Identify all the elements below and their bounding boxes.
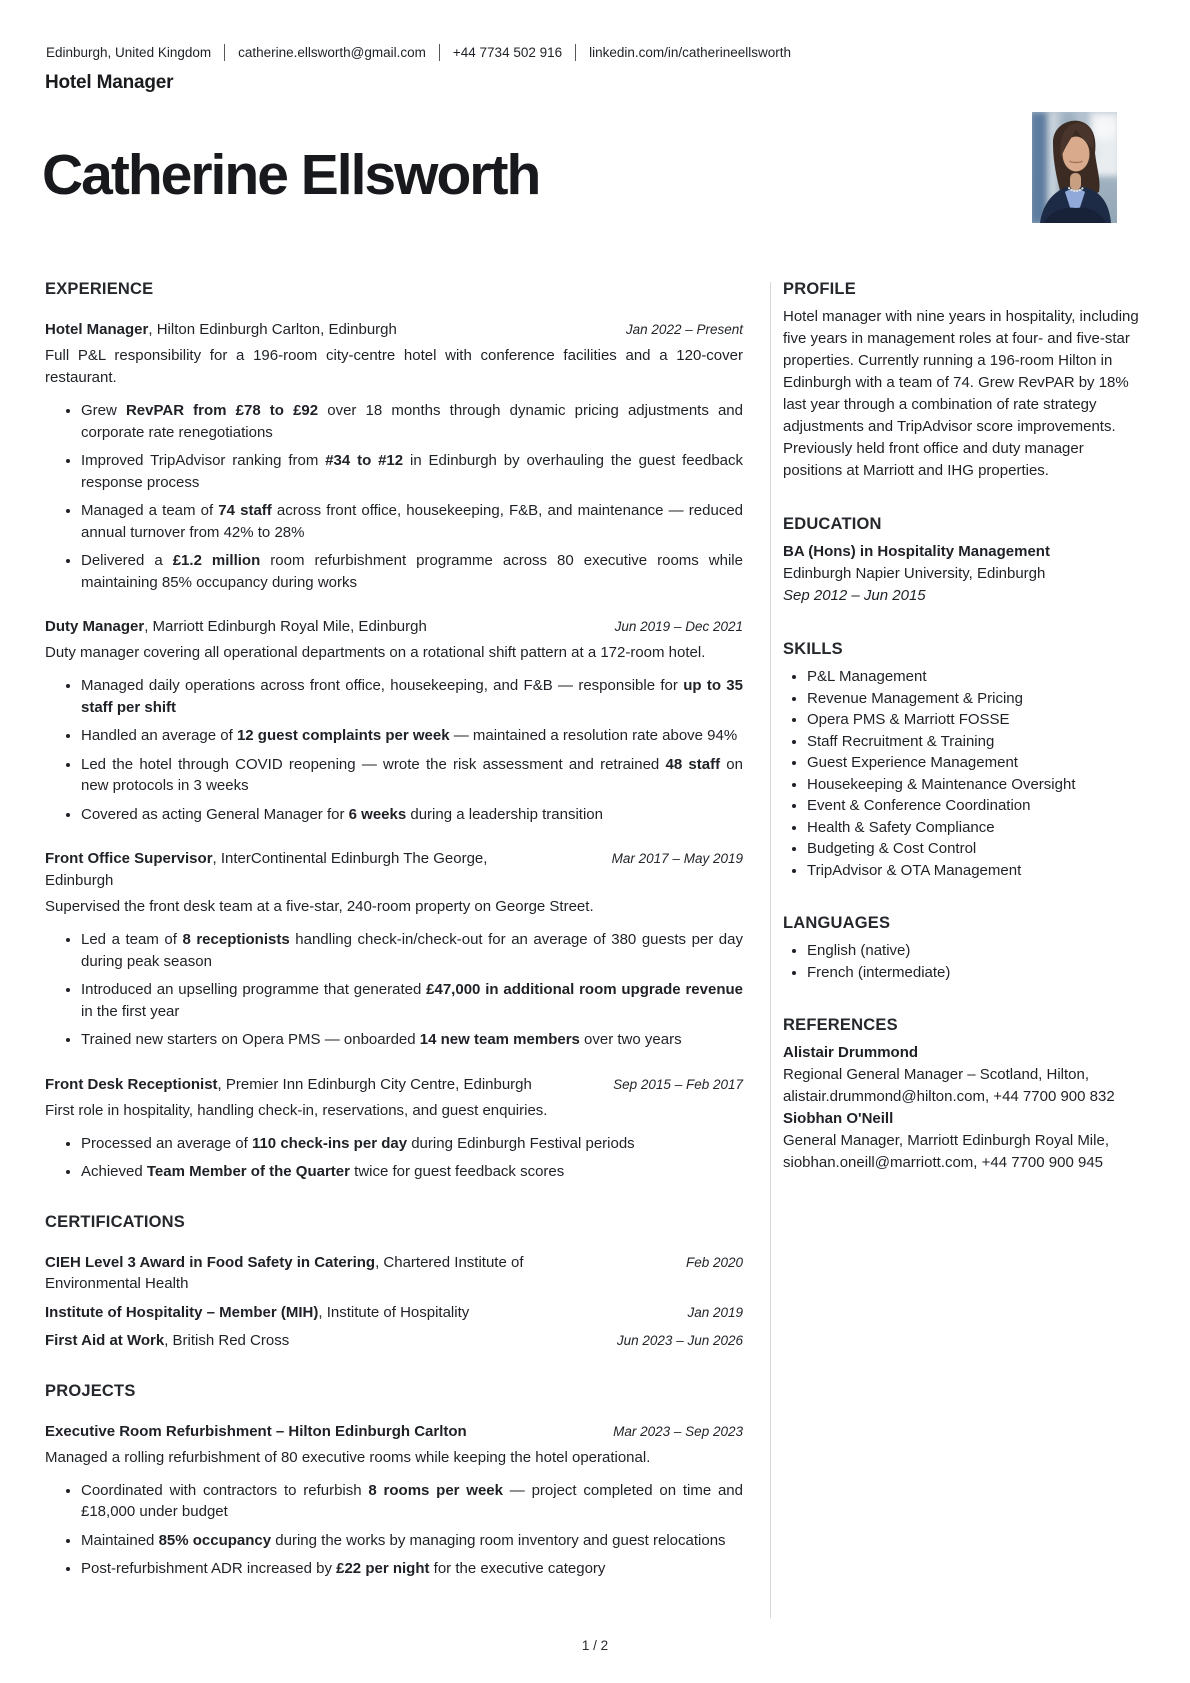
project-title-line: Executive Room Refurbishment – Hilton Edinburgh Carlton <box>45 1422 467 1440</box>
certification-title: CIEH Level 3 Award in Food Safety in Catering, Chartered Institute of Environmental Health <box>45 1253 524 1292</box>
certifications-heading: CERTIFICATIONS <box>45 1212 185 1231</box>
section-projects <box>45 1382 743 1580</box>
section-references <box>783 1016 1140 1174</box>
job-title-line: Duty Manager, Marriott Edinburgh Royal Mile, Edinburgh <box>45 618 427 635</box>
list-item: • Maintained 85% occupancy during the works by managing room inventory and guest relocations <box>81 1530 743 1552</box>
certification-dates: Jun 2023 – Jun 2026 <box>616 1333 743 1348</box>
section-languages <box>783 914 1140 983</box>
section-skills <box>783 640 1140 881</box>
job-header <box>45 848 743 892</box>
list-item: • Managed a team of 74 staff across front office, housekeeping, F&B, and maintenance — reduced annual turnover from 42% to 28% <box>81 500 743 543</box>
section-profile <box>783 280 1140 482</box>
experience-heading: EXPERIENCE <box>45 280 154 298</box>
reference-name: Siobhan O'Neill <box>783 1110 894 1127</box>
profile-heading: PROFILE <box>783 280 856 298</box>
education-heading: EDUCATION <box>783 515 882 533</box>
reference-details: General Manager, Marriott Edinburgh Royal Mile, siobhan.oneill@marriott.com, +44 7700 900 945 <box>783 1132 1109 1171</box>
projects-heading: PROJECTS <box>45 1381 136 1400</box>
job-summary: Full P&L responsibility for a 196-room city-centre hotel with conference facilities and a 120-cover restaurant. <box>45 347 743 386</box>
list-item: • Post-refurbishment ADR increased by £22 per night for the executive category <box>81 1558 743 1580</box>
list-item: • TripAdvisor & OTA Management <box>807 860 1140 882</box>
list-item: • Health & Safety Compliance <box>807 817 1140 839</box>
role-title: Hotel Manager <box>45 72 174 93</box>
list-item: • Improved TripAdvisor ranking from #34 to #12 in Edinburgh by overhauling the guest feedback response process <box>81 450 743 493</box>
list-item: • Trained new starters on Opera PMS — onboarded 14 new team members over two years <box>81 1029 743 1051</box>
profile-text: Hotel manager with nine years in hospitality, including five years in management roles at four- and five-star properties. Currently running a 196-room Hilton in Edinburgh with a team of 74. Grew RevPAR by 18% last year through a combination of rate strategy adjustments and TripAdvisor score improvements. Previously held front office and duty manager positions at Marriott and IHG properties. <box>783 308 1139 479</box>
list-item: • Guest Experience Management <box>807 752 1140 774</box>
project-bullet-list <box>45 1480 743 1580</box>
page-footer <box>0 1638 1190 1653</box>
list-item: • P&L Management <box>807 666 1140 688</box>
contact-email: catherine.ellsworth@gmail.com <box>238 45 426 60</box>
contact-separator <box>575 44 576 61</box>
project-summary: Managed a rolling refurbishment of 80 executive rooms while keeping the hotel operational. <box>45 1448 651 1466</box>
certification-title: Institute of Hospitality – Member (MIH), Institute of Hospitality <box>45 1303 470 1321</box>
list-item: • Covered as acting General Manager for 6 weeks during a leadership transition <box>81 804 743 826</box>
sidebar-column <box>783 280 1140 1207</box>
job-header <box>45 319 743 341</box>
reference-details: Regional General Manager – Scotland, Hilton, alistair.drummond@hilton.com, +44 7700 900 832 <box>783 1066 1115 1105</box>
reference-name: Alistair Drummond <box>783 1044 919 1061</box>
certification-dates: Jan 2019 <box>687 1304 743 1320</box>
project-header <box>45 1421 743 1443</box>
job-header <box>45 1074 743 1096</box>
contact-location: Edinburgh, United Kingdom <box>46 45 212 60</box>
job-title-line: Front Desk Receptionist, Premier Inn Edinburgh City Centre, Edinburgh <box>45 1075 532 1093</box>
list-item: • Coordinated with contractors to refurbish 8 rooms per week — project completed on time and £18,000 under budget <box>81 1480 743 1523</box>
list-item: • Housekeeping & Maintenance Oversight <box>807 774 1140 796</box>
certification-entry <box>45 1302 743 1324</box>
job-entry-duty-manager <box>45 616 743 825</box>
section-education <box>783 515 1140 607</box>
job-title-line: Front Office Supervisor, InterContinental Edinburgh The George, Edinburgh <box>45 850 488 889</box>
job-bullet-list <box>45 1133 743 1183</box>
section-certifications <box>45 1213 743 1352</box>
job-bullet-list <box>45 929 743 1051</box>
job-dates: Mar 2017 – May 2019 <box>611 851 743 866</box>
list-item: • Event & Conference Coordination <box>807 795 1140 817</box>
job-bullet-list <box>45 400 743 593</box>
list-item: • Revenue Management & Pricing <box>807 688 1140 710</box>
certification-entry <box>45 1252 743 1295</box>
job-entry-front-office-supervisor <box>45 848 743 1051</box>
portrait-photo-graphic <box>1032 112 1117 223</box>
project-dates: Mar 2023 – Sep 2023 <box>613 1423 743 1439</box>
job-header <box>45 616 743 638</box>
job-dates: Jun 2019 – Dec 2021 <box>614 619 743 634</box>
main-column <box>45 280 743 1603</box>
list-item: • English (native) <box>807 940 1140 962</box>
list-item: • Delivered a £1.2 million room refurbishment programme across 80 executive rooms while maintaining 85% occupancy during works <box>81 550 743 593</box>
references-heading: REFERENCES <box>783 1016 898 1034</box>
list-item: • Achieved Team Member of the Quarter twice for guest feedback scores <box>81 1161 743 1183</box>
contact-separator <box>439 44 440 61</box>
education-school: Edinburgh Napier University, Edinburgh <box>783 565 1046 582</box>
job-entry-front-desk-receptionist <box>45 1074 743 1183</box>
job-bullet-list <box>45 675 743 825</box>
job-dates: Sep 2015 – Feb 2017 <box>613 1076 743 1092</box>
list-item: • Handled an average of 12 guest complaints per week — maintained a resolution rate above 94% <box>81 725 743 747</box>
section-experience <box>45 280 743 1183</box>
project-entry <box>45 1421 743 1580</box>
contact-bar <box>46 44 791 61</box>
page-indicator: 1 / 2 <box>581 1638 609 1653</box>
contact-linkedin: linkedin.com/in/catherineellsworth <box>589 45 791 60</box>
job-summary: Duty manager covering all operational departments on a rotational shift pattern at a 172-room hotel. <box>45 644 706 661</box>
list-item: • Processed an average of 110 check-ins per day during Edinburgh Festival periods <box>81 1133 743 1155</box>
certification-title: First Aid at Work, British Red Cross <box>45 1332 290 1349</box>
job-title-line: Hotel Manager, Hilton Edinburgh Carlton, Edinburgh <box>45 321 397 338</box>
list-item: • Grew RevPAR from £78 to £92 over 18 months through dynamic pricing adjustments and corporate rate renegotiations <box>81 400 743 443</box>
list-item: • Introduced an upselling programme that generated £47,000 in additional room upgrade revenue in the first year <box>81 979 743 1022</box>
profile-photo <box>1032 112 1117 223</box>
contact-phone: +44 7734 502 916 <box>452 45 563 60</box>
list-item: • Led a team of 8 receptionists handling check-in/check-out for an average of 380 guests per day during peak season <box>81 929 743 972</box>
certification-dates: Feb 2020 <box>685 1254 743 1270</box>
job-summary: First role in hospitality, handling check-in, reservations, and guest enquiries. <box>45 1101 548 1119</box>
list-item: • French (intermediate) <box>807 962 1140 984</box>
candidate-name: Catherine Ellsworth <box>42 143 540 207</box>
languages-heading: LANGUAGES <box>783 914 891 932</box>
skills-list <box>783 666 1140 881</box>
contact-separator <box>224 44 225 61</box>
job-summary: Supervised the front desk team at a five-star, 240-room property on George Street. <box>45 898 594 915</box>
list-item: • Opera PMS & Marriott FOSSE <box>807 709 1140 731</box>
list-item: • Managed daily operations across front office, housekeeping, and F&B — responsible for up to 35 staff per shift <box>81 675 743 718</box>
education-degree: BA (Hons) in Hospitality Management <box>783 543 1050 560</box>
certification-entry <box>45 1330 743 1352</box>
list-item: • Staff Recruitment & Training <box>807 731 1140 753</box>
list-item: • Led the hotel through COVID reopening — wrote the risk assessment and retrained 48 staff on new protocols in 3 weeks <box>81 754 743 797</box>
education-dates: Sep 2012 – Jun 2015 <box>783 587 926 604</box>
languages-list <box>783 940 1140 983</box>
list-item: • Budgeting & Cost Control <box>807 838 1140 860</box>
column-divider <box>770 282 771 1618</box>
skills-heading: SKILLS <box>783 640 843 658</box>
job-dates: Jan 2022 – Present <box>625 322 743 337</box>
job-entry-hotel-manager <box>45 319 743 593</box>
